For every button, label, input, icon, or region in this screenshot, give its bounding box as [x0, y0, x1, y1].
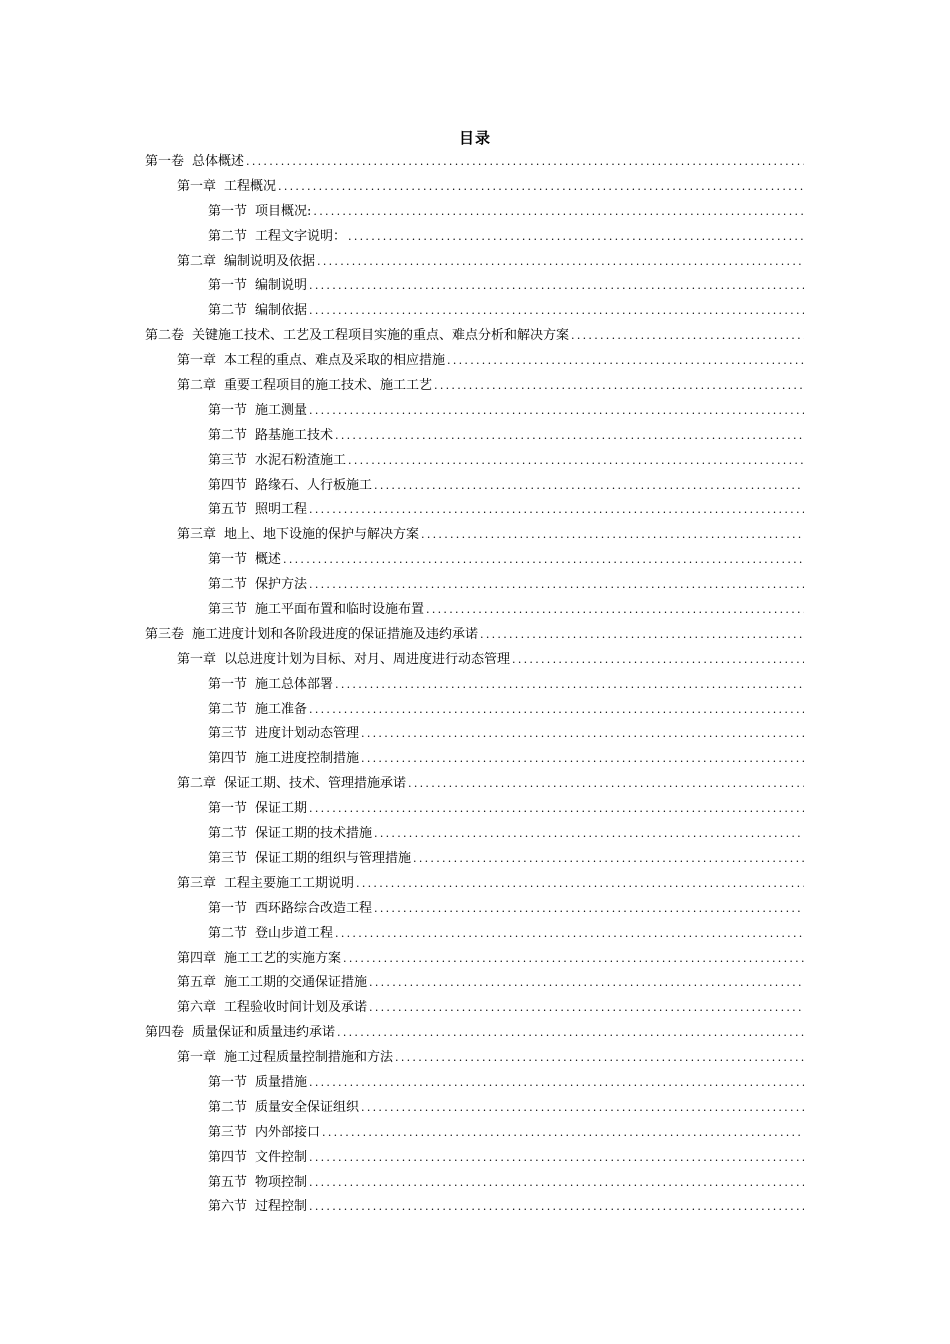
toc-entry-level-3[interactable]	[145, 598, 804, 623]
toc-entry-text: 施工过程质量控制措施和方法	[224, 1050, 394, 1066]
toc-entry-number: 第一章	[177, 651, 217, 667]
toc-entry-number: 第四节	[208, 751, 248, 767]
toc-entry-number: 第二节	[208, 1099, 248, 1115]
toc-dot-leader	[421, 523, 804, 548]
toc-dot-leader	[335, 424, 804, 449]
toc-entry-number: 第六章	[177, 1000, 217, 1016]
toc-entry-level-2[interactable]	[145, 523, 804, 548]
toc-dot-leader	[447, 349, 804, 374]
toc-entry-text: 保护方法	[255, 577, 308, 593]
toc-entry-number: 第一章	[177, 1050, 217, 1066]
toc-entry-level-2[interactable]	[145, 872, 804, 897]
toc-entry-number: 第四卷	[145, 1025, 185, 1041]
toc-entry-level-1[interactable]	[145, 324, 804, 349]
toc-entry-number: 第一章	[177, 178, 217, 194]
toc-entry-number: 第二节	[208, 577, 248, 593]
toc-dot-leader	[309, 1171, 804, 1196]
toc-entry-level-3[interactable]	[145, 1146, 804, 1171]
toc-dot-leader	[434, 374, 804, 399]
toc-dot-leader	[313, 200, 804, 225]
toc-entry-text: 物项控制	[255, 1174, 308, 1190]
toc-entry-text: 工程文字说明：	[255, 228, 347, 244]
toc-entry-level-3[interactable]	[145, 1121, 804, 1146]
toc-dot-leader	[374, 822, 804, 847]
toc-entry-level-1[interactable]	[145, 1021, 804, 1046]
toc-entry-number: 第二节	[208, 228, 248, 244]
toc-title: 目录	[458, 129, 491, 147]
toc-dot-leader	[369, 971, 804, 996]
toc-entry-number: 第四章	[177, 950, 217, 966]
toc-dot-leader	[348, 449, 804, 474]
toc-entry-number: 第一节	[208, 676, 248, 692]
toc-entry-text: 路缘石、人行板施工	[255, 477, 373, 493]
toc-entry-number: 第二卷	[145, 328, 185, 344]
toc-entry-level-3[interactable]	[145, 225, 804, 250]
toc-entry-text: 施工总体部署	[255, 676, 334, 692]
toc-dot-leader	[309, 698, 804, 723]
toc-entry-level-3[interactable]	[145, 424, 804, 449]
toc-entry-text: 水泥石粉渣施工	[255, 452, 347, 468]
toc-entry-text: 过程控制	[255, 1199, 308, 1215]
toc-entry-text: 施工进度控制措施	[255, 751, 360, 767]
toc-entry-number: 第三节	[208, 850, 248, 866]
toc-entry-level-2[interactable]	[145, 349, 804, 374]
toc-dot-leader	[335, 922, 804, 947]
toc-entry-text: 工程概况	[224, 178, 277, 194]
toc-entry-level-3[interactable]	[145, 1171, 804, 1196]
toc-dot-leader	[309, 797, 804, 822]
toc-entry-text: 施工准备	[255, 701, 308, 717]
toc-dot-leader	[283, 548, 804, 573]
toc-entry-number: 第三卷	[145, 626, 185, 642]
toc-entry-level-2[interactable]	[145, 947, 804, 972]
toc-entry-number: 第三章	[177, 527, 217, 543]
toc-entry-level-3[interactable]	[145, 299, 804, 324]
toc-dot-leader	[309, 299, 804, 324]
toc-entry-level-3[interactable]	[145, 1071, 804, 1096]
toc-entry-text: 登山步道工程	[255, 925, 334, 941]
toc-entry-text: 保证工期的技术措施	[255, 826, 373, 842]
toc-dot-leader	[309, 573, 804, 598]
toc-entry-text: 施工平面布置和临时设施布置	[255, 602, 425, 618]
toc-entry-text: 内外部接口	[255, 1124, 321, 1140]
toc-entry-number: 第一节	[208, 402, 248, 418]
toc-dot-leader	[335, 673, 804, 698]
toc-entry-number: 第二节	[208, 303, 248, 319]
toc-entry-text: 质量措施	[255, 1074, 308, 1090]
toc-dot-leader	[361, 747, 804, 772]
toc-entry-text: 施工测量	[255, 402, 308, 418]
toc-entry-text: 地上、地下设施的保护与解决方案	[224, 527, 420, 543]
toc-dot-leader	[395, 1046, 804, 1071]
toc-entry-text: 施工进度计划和各阶段进度的保证措施及违约承诺	[192, 626, 479, 642]
toc-entry-level-2[interactable]	[145, 175, 804, 200]
toc-entry-number: 第六节	[208, 1199, 248, 1215]
toc-dot-leader	[322, 1121, 804, 1146]
toc-entry-text: 文件控制	[255, 1149, 308, 1165]
toc-dot-leader	[369, 996, 804, 1021]
toc-dot-leader	[361, 722, 804, 747]
toc-entry-text: 施工工艺的实施方案	[224, 950, 342, 966]
toc-entry-number: 第一节	[208, 801, 248, 817]
toc-entry-text: 施工工期的交通保证措施	[224, 975, 368, 991]
toc-entry-level-3[interactable]	[145, 822, 804, 847]
toc-entry-number: 第四节	[208, 477, 248, 493]
toc-entry-level-3[interactable]	[145, 573, 804, 598]
toc-dot-leader	[309, 1195, 804, 1220]
toc-entry-text: 保证工期、技术、管理措施承诺	[224, 776, 407, 792]
toc-entry-number: 第二节	[208, 427, 248, 443]
toc-entry-text: 编制说明	[255, 278, 308, 294]
toc-entry-text: 本工程的重点、难点及采取的相应措施	[224, 353, 446, 369]
toc-entry-text: 照明工程	[255, 502, 308, 518]
toc-entry-number: 第二章	[177, 378, 217, 394]
toc-entry-number: 第一节	[208, 552, 248, 568]
toc-dot-leader	[317, 250, 804, 275]
toc-entry-number: 第三节	[208, 1124, 248, 1140]
toc-entry-text: 进度计划动态管理	[255, 726, 360, 742]
toc-entry-level-3[interactable]	[145, 399, 804, 424]
toc-entry-level-3[interactable]	[145, 847, 804, 872]
toc-entry-text: 工程验收时间计划及承诺	[224, 1000, 368, 1016]
toc-dot-leader	[374, 897, 804, 922]
toc-dot-leader	[309, 399, 804, 424]
toc-dot-leader	[309, 1146, 804, 1171]
toc-entry-level-2[interactable]	[145, 1046, 804, 1071]
toc-entry-text: 总体概述	[192, 154, 245, 169]
toc-entry-level-3[interactable]	[145, 747, 804, 772]
toc-dot-leader	[348, 225, 804, 250]
toc-entry-level-3[interactable]	[145, 922, 804, 947]
toc-dot-leader	[426, 598, 804, 623]
toc-entry-number: 第五节	[208, 1174, 248, 1190]
toc-entry-level-3[interactable]	[145, 673, 804, 698]
toc-entry-number: 第五节	[208, 502, 248, 518]
toc-dot-leader	[413, 847, 804, 872]
toc-entry-number: 第二章	[177, 776, 217, 792]
toc-dot-leader	[480, 623, 804, 648]
toc-entry-text: 路基施工技术	[255, 427, 334, 443]
toc-entry-level-3[interactable]	[145, 548, 804, 573]
toc-dot-leader	[356, 872, 804, 897]
toc-entry-level-3[interactable]	[145, 449, 804, 474]
toc-dot-leader	[361, 1096, 804, 1121]
toc-entry-text: 编制依据	[255, 303, 308, 319]
toc-entry-number: 第二节	[208, 826, 248, 842]
toc-entry-number: 第一节	[208, 203, 248, 219]
toc-entry-level-3[interactable]	[145, 698, 804, 723]
toc-dot-leader	[408, 772, 804, 797]
toc-entry-level-1[interactable]	[145, 150, 804, 175]
toc-dot-leader	[309, 1071, 804, 1096]
toc-entry-text: 关键施工技术、工艺及工程项目实施的重点、难点分析和解决方案	[192, 328, 570, 344]
toc-dot-leader	[374, 474, 804, 499]
toc-entry-level-3[interactable]	[145, 897, 804, 922]
toc-dot-leader	[512, 648, 804, 673]
toc-entry-level-3[interactable]	[145, 1096, 804, 1121]
toc-entry-number: 第一节	[208, 1074, 248, 1090]
toc-entry-number: 第一节	[208, 278, 248, 294]
toc-entry-text: 保证工期的组织与管理措施	[255, 850, 412, 866]
toc-dot-leader	[309, 498, 804, 523]
toc-entry-level-1[interactable]	[145, 623, 804, 648]
toc-dot-leader	[337, 1021, 804, 1046]
toc-entry-text: 概述	[255, 552, 282, 568]
toc-entry-number: 第三节	[208, 602, 248, 618]
toc-list	[145, 150, 804, 1220]
toc-entry-text: 质量安全保证组织	[255, 1099, 360, 1115]
toc-entry-text: 编制说明及依据	[224, 253, 316, 269]
toc-entry-number: 第五章	[177, 975, 217, 991]
toc-entry-level-2[interactable]	[145, 250, 804, 275]
toc-entry-level-2[interactable]	[145, 996, 804, 1021]
toc-entry-text: 质量保证和质量违约承诺	[192, 1025, 336, 1041]
toc-entry-text: 重要工程项目的施工技术、施工工艺	[224, 378, 433, 394]
toc-entry-text: 保证工期	[255, 801, 308, 817]
toc-dot-leader	[343, 947, 804, 972]
toc-entry-level-3[interactable]	[145, 797, 804, 822]
toc-entry-number: 第三节	[208, 452, 248, 468]
toc-dot-leader	[309, 274, 804, 299]
toc-entry-number: 第一章	[177, 353, 217, 369]
toc-entry-text: 工程主要施工工期说明	[224, 875, 355, 891]
toc-dot-leader	[571, 324, 804, 349]
toc-entry-text: 项目概况:	[255, 203, 312, 219]
toc-entry-number: 第二节	[208, 701, 248, 717]
toc-entry-level-2[interactable]	[145, 648, 804, 673]
toc-entry-number: 第四节	[208, 1149, 248, 1165]
toc-entry-level-2[interactable]	[145, 772, 804, 797]
toc-entry-number: 第三章	[177, 875, 217, 891]
toc-entry-level-3[interactable]	[145, 722, 804, 747]
toc-entry-text: 以总进度计划为目标、对月、周进度进行动态管理	[224, 651, 511, 667]
toc-entry-number: 第三节	[208, 726, 248, 742]
toc-entry-level-3[interactable]	[145, 274, 804, 299]
toc-entry-level-3[interactable]	[145, 1195, 804, 1220]
toc-entry-level-3[interactable]	[145, 498, 804, 523]
toc-entry-number: 第二章	[177, 253, 217, 269]
toc-entry-level-3[interactable]	[145, 200, 804, 225]
toc-entry-number: 第二节	[208, 925, 248, 941]
toc-entry-text: 西环路综合改造工程	[255, 900, 373, 916]
toc-entry-level-3[interactable]	[145, 474, 804, 499]
toc-entry-level-2[interactable]	[145, 971, 804, 996]
toc-dot-leader	[278, 175, 804, 200]
toc-dot-leader	[246, 150, 804, 175]
toc-entry-level-2[interactable]	[145, 374, 804, 399]
toc-entry-number: 第一卷	[145, 154, 185, 169]
toc-entry-number: 第一节	[208, 900, 248, 916]
